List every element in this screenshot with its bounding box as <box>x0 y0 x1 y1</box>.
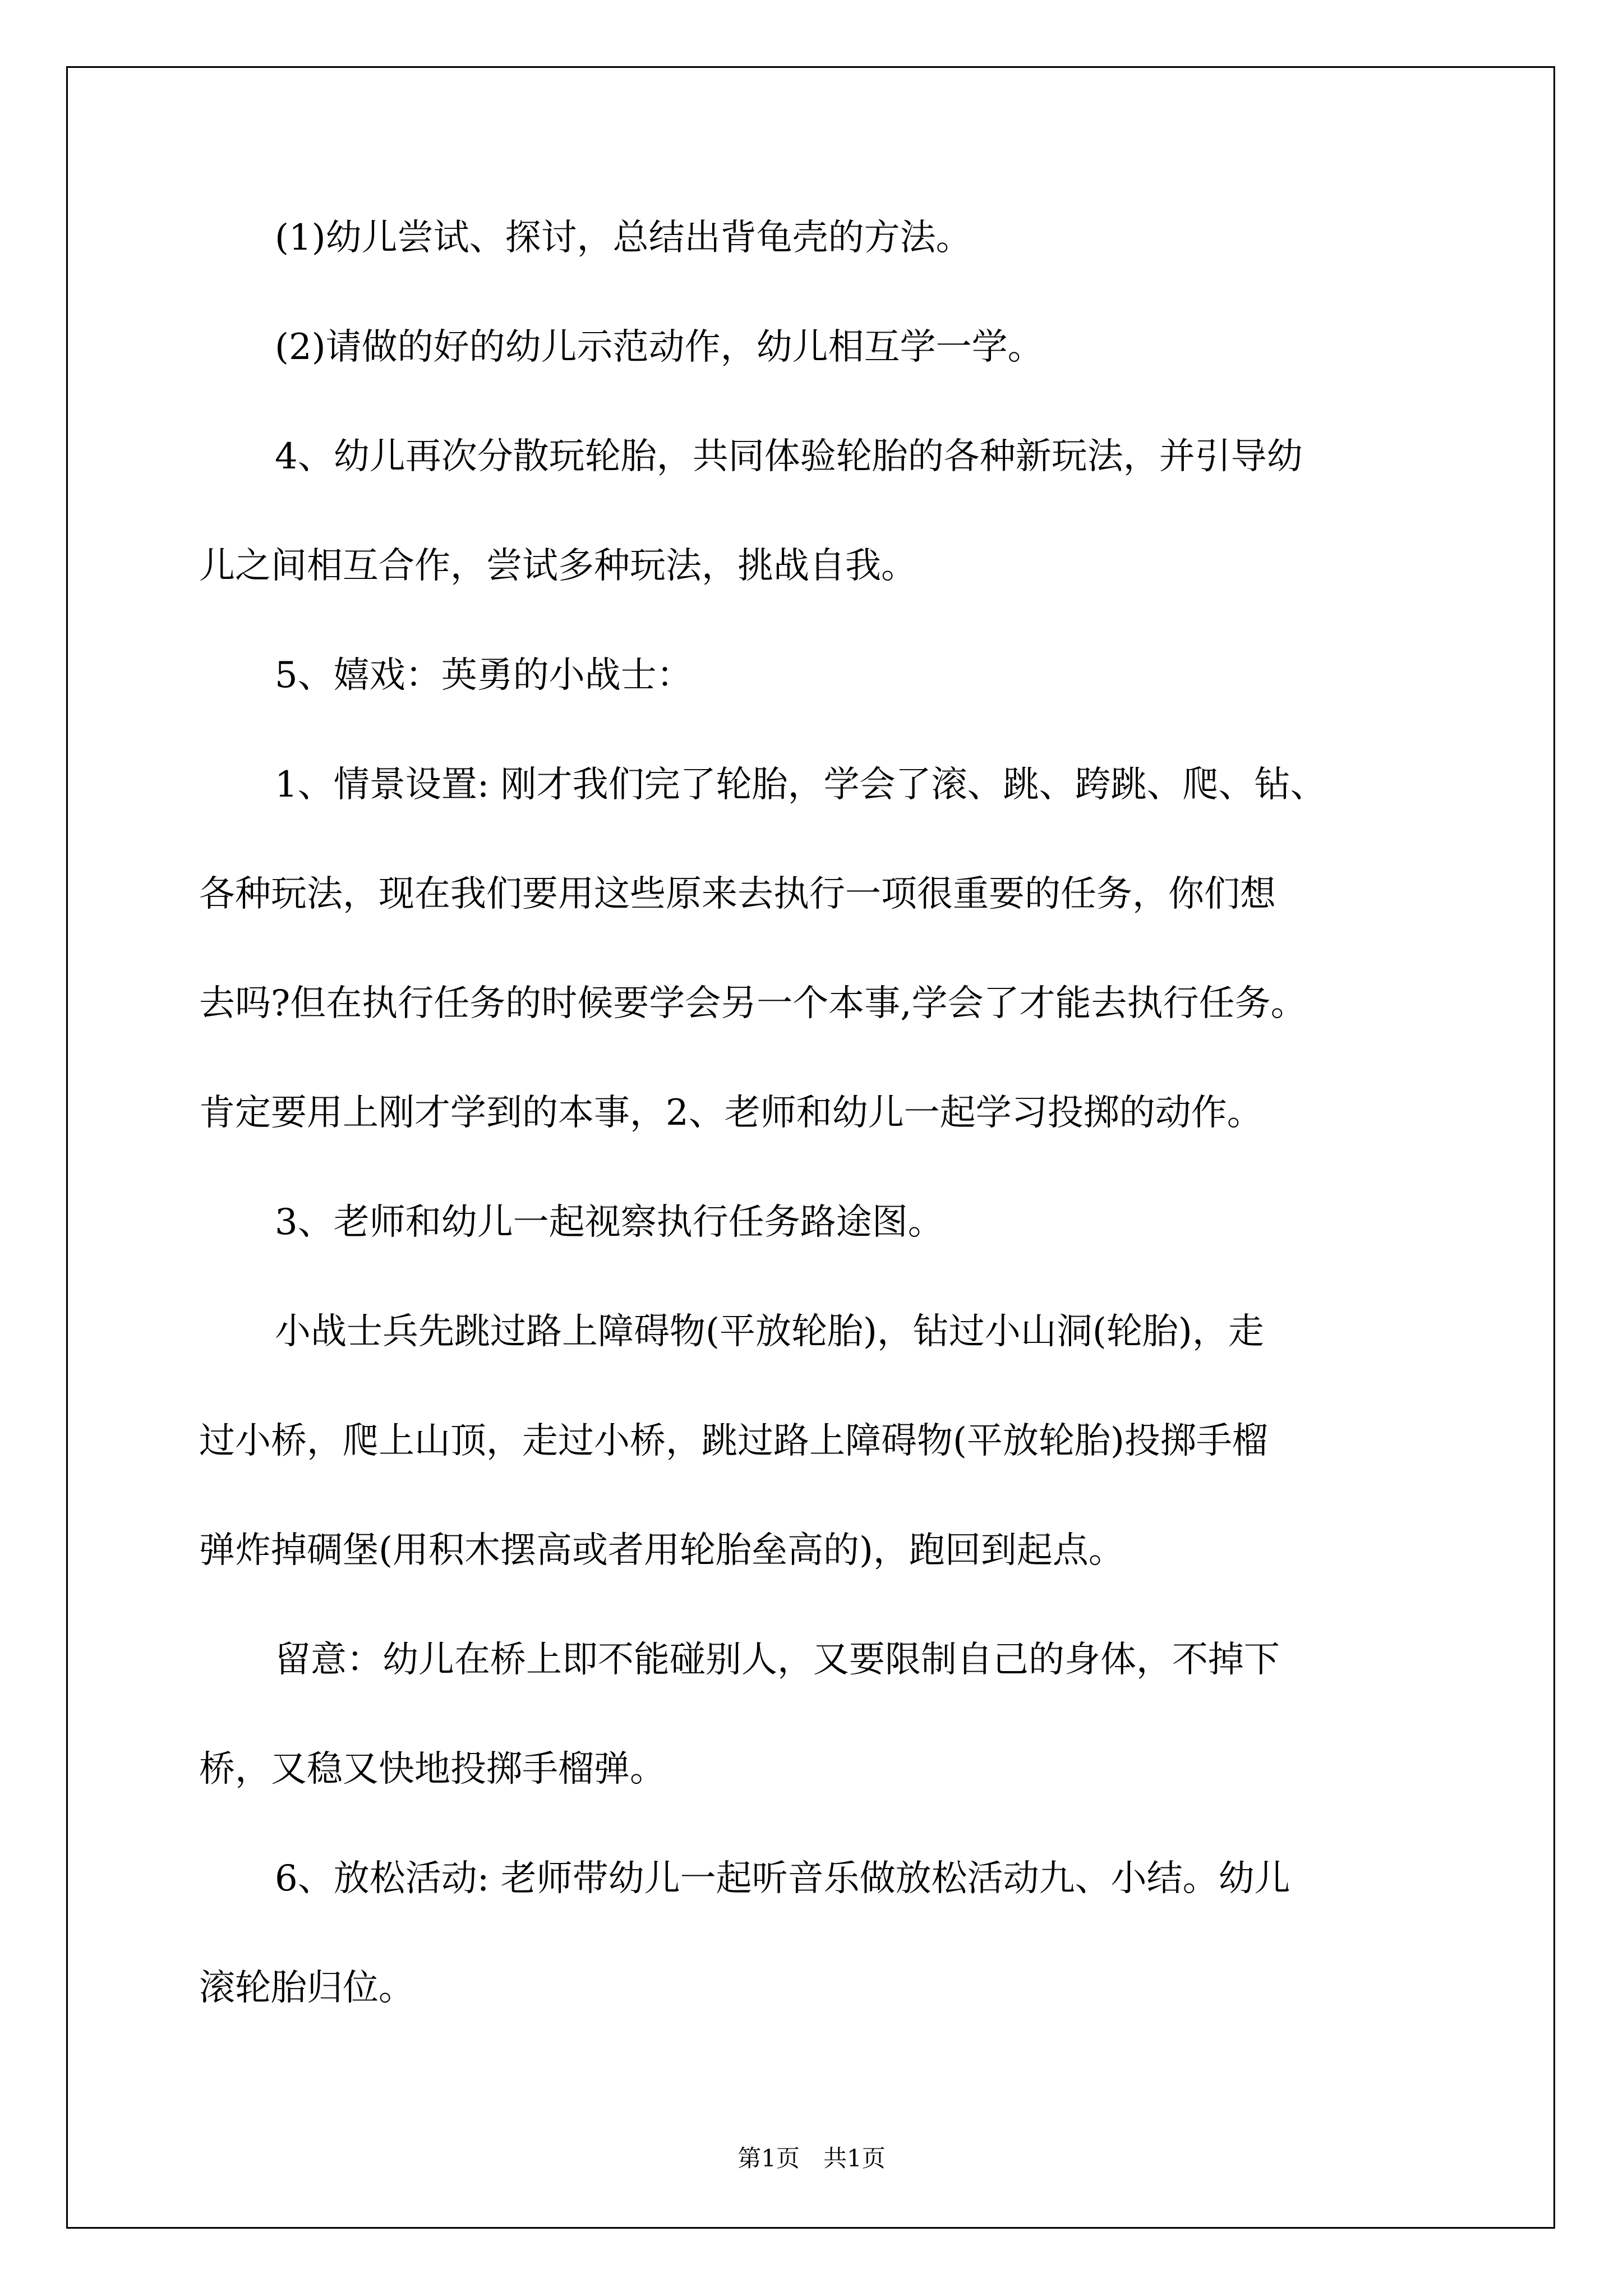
paragraph <box>199 208 1433 269</box>
paragraph-line: (2)请做的好的幼儿示范动作，幼儿相互学一学。 <box>275 326 1044 368</box>
paragraph <box>199 1630 1433 1800</box>
paragraph-line: 3、老师和幼儿一起视察执行任务路途图。 <box>275 1202 944 1243</box>
paragraph <box>199 754 1433 1144</box>
paragraph <box>199 1192 1433 1253</box>
paragraph <box>199 317 1433 378</box>
paragraph-line: 5、嬉戏：英勇的小战士： <box>275 655 693 696</box>
paragraph-line: 各种玩法，现在我们要用这些原来去执行一项很重要的任务，你们想 <box>199 873 1276 915</box>
paragraph-line: 弹炸掉碉堡(用积木摆高或者用轮胎垒高的)，跑回到起点。 <box>199 1530 1124 1571</box>
paragraph-line: 过小桥，爬上山顶，走过小桥，跳过路上障碍物(平放轮胎)投掷手榴 <box>199 1420 1268 1462</box>
paragraph-line: 6、放松活动: 老师带幼儿一起听音乐做放松活动九、小结。幼儿 <box>275 1858 1290 1899</box>
paragraph <box>199 1848 1433 2019</box>
paragraph-line: 小战士兵先跳过路上障碍物(平放轮胎)，钻过小山洞(轮胎)，走 <box>275 1311 1264 1352</box>
paragraph-line: 4、幼儿再次分散玩轮胎，共同体验轮胎的各种新玩法，并引导幼 <box>275 436 1303 477</box>
paragraph <box>199 645 1433 706</box>
paragraph-line: (1)幼儿尝试、探讨，总结出背龟壳的方法。 <box>275 217 972 259</box>
page-number-footer: 第1页 共1页 <box>737 2145 886 2172</box>
paragraph-line: 留意：幼儿在桥上即不能碰别人，又要限制自己的身体，不掉下 <box>275 1639 1280 1681</box>
paragraph-line: 桥，又稳又快地投掷手榴弹。 <box>199 1749 666 1790</box>
paragraph-line: 儿之间相互合作，尝试多种玩法，挑战自我。 <box>199 545 917 587</box>
document-body <box>199 208 1433 2019</box>
paragraph-line: 去吗?但在执行任务的时候要学会另一个本事,学会了才能去执行任务。 <box>199 983 1307 1024</box>
paragraph-line: 滚轮胎归位。 <box>199 1967 414 2009</box>
paragraph <box>199 1301 1433 1581</box>
paragraph-line: 肯定要用上刚才学到的本事，2、老师和幼儿一起学习投掷的动作。 <box>199 1092 1263 1134</box>
paragraph <box>199 426 1433 597</box>
paragraph-line: 1、情景设置: 刚才我们完了轮胎，学会了滚、跳、跨跳、爬、钻、 <box>275 764 1326 806</box>
